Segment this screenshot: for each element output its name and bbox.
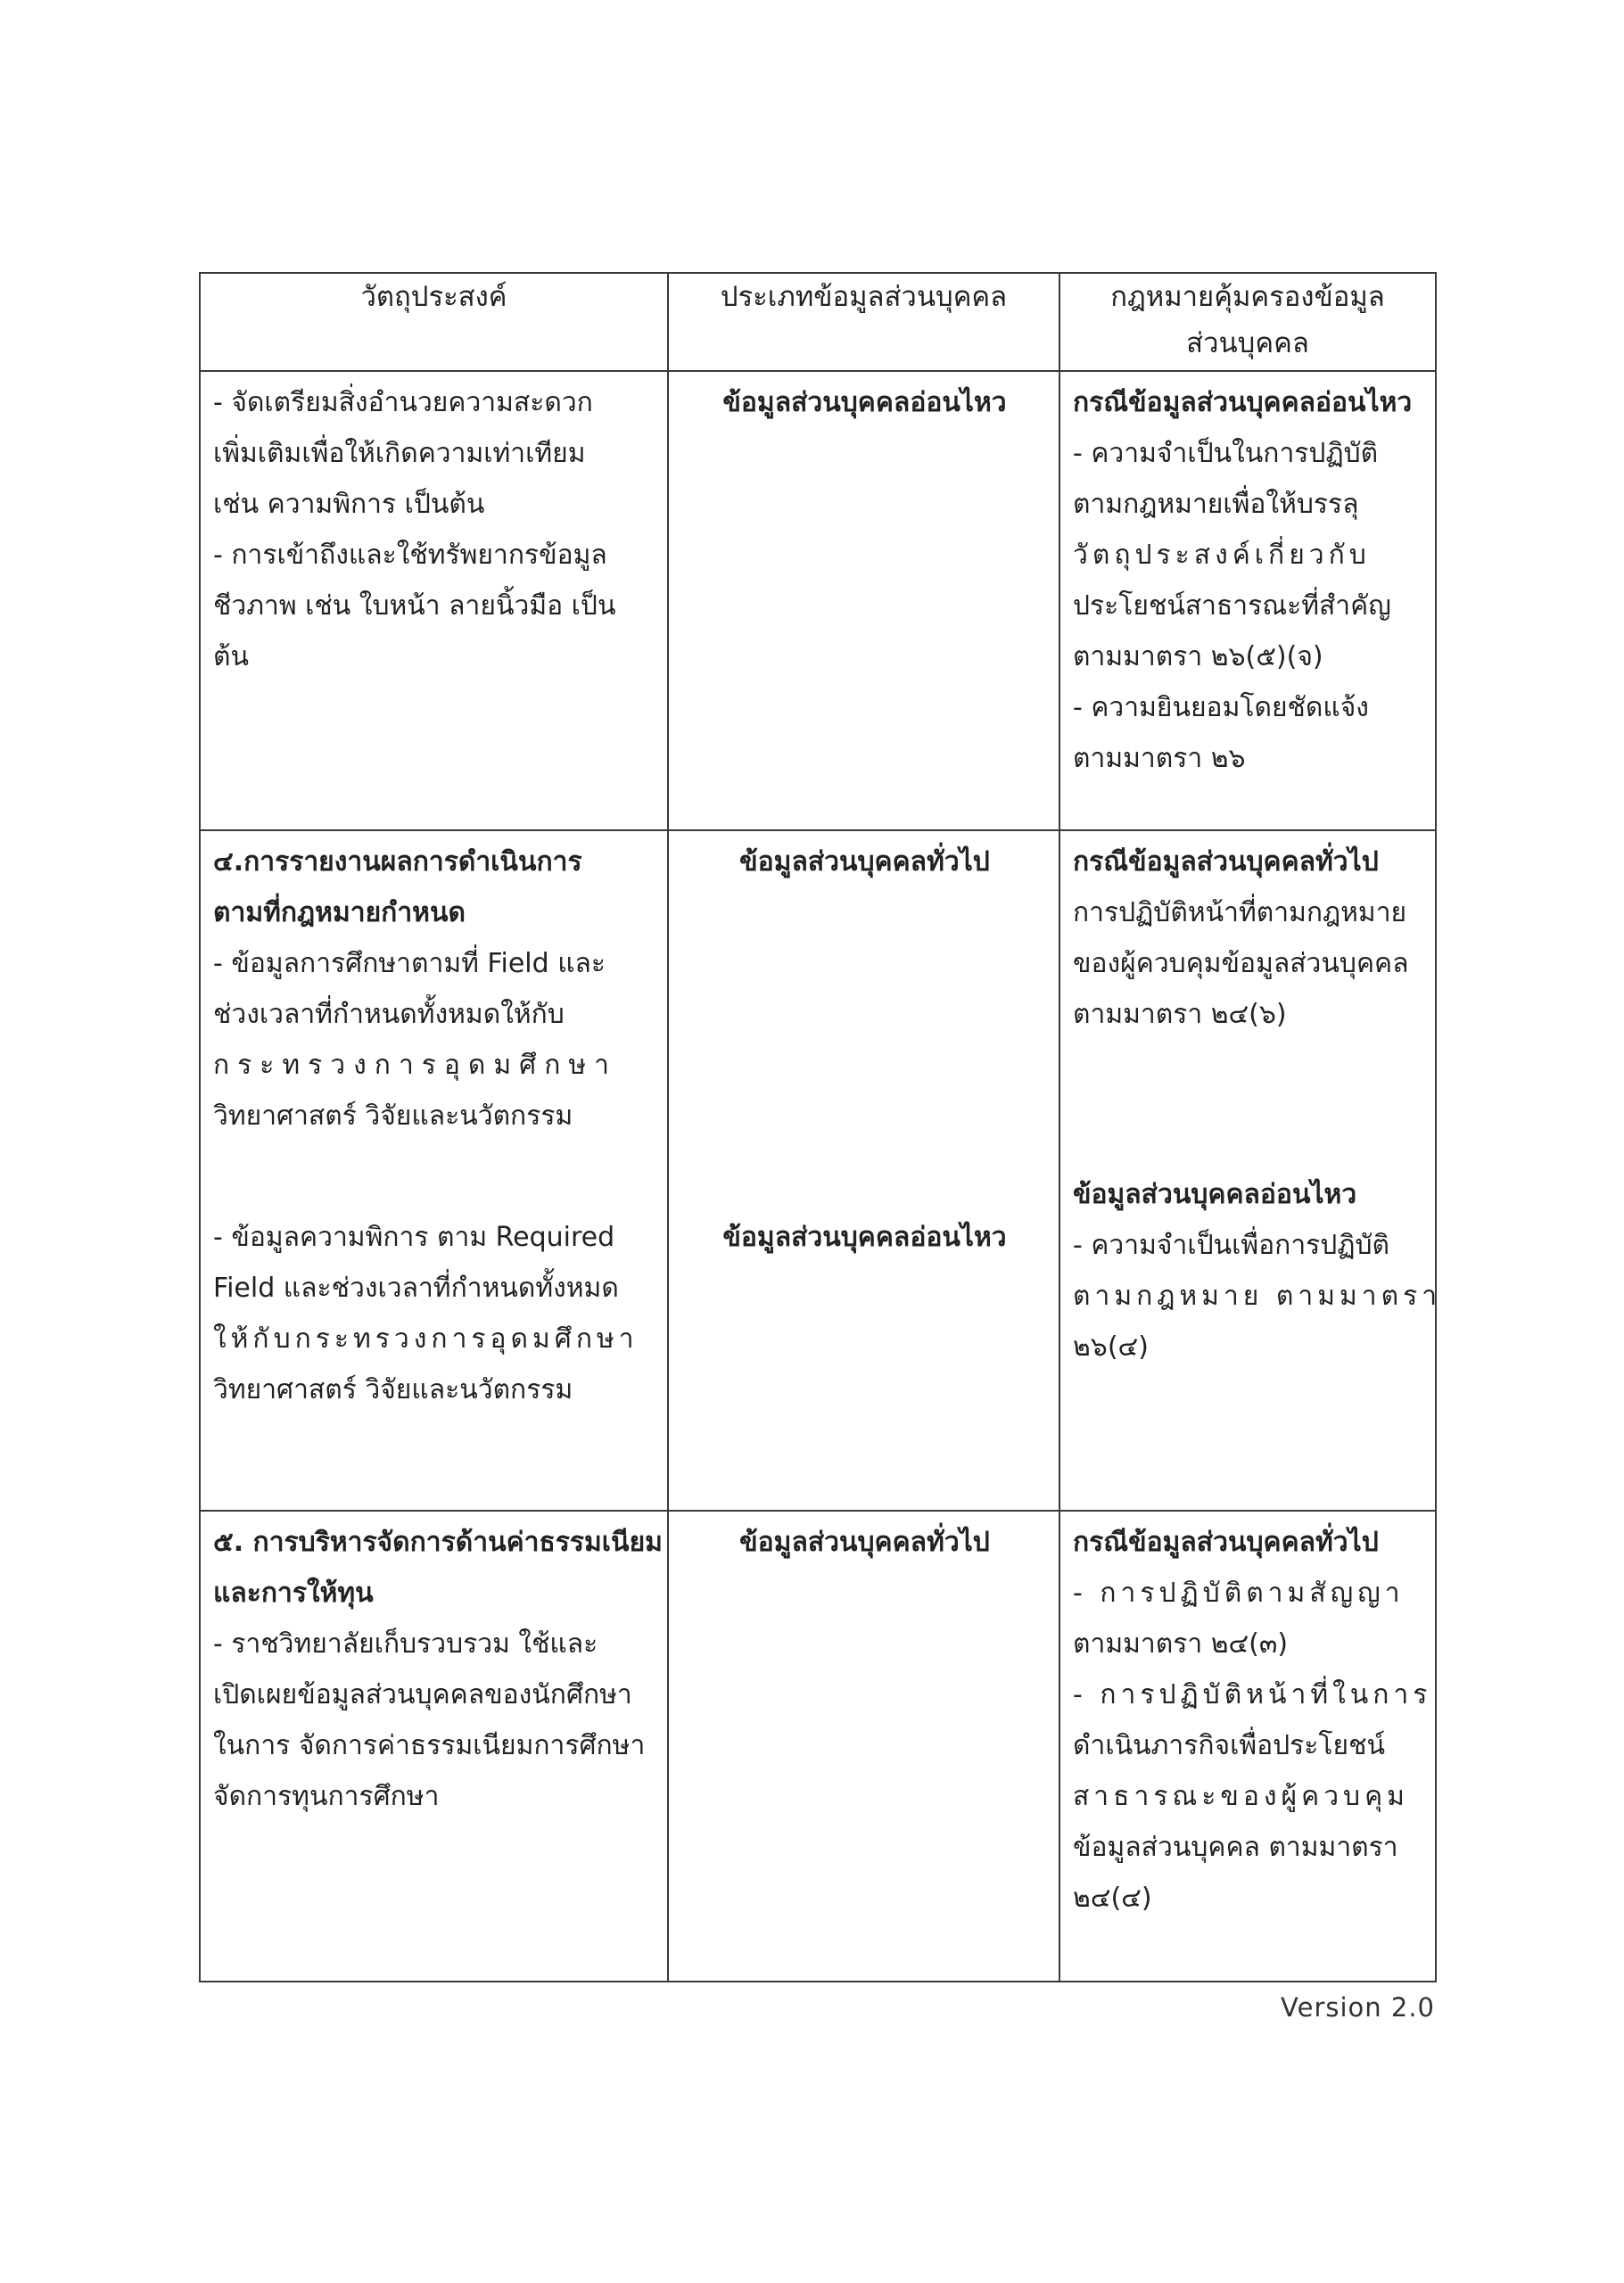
header-objective: วัตถุประสงค์ [200, 273, 668, 371]
cell-data-type: ข้อมูลส่วนบุคคลอ่อนไหว [668, 371, 1059, 830]
version-label: Version 2.0 [1281, 1992, 1435, 2023]
header-data-type: ประเภทข้อมูลส่วนบุคคล [668, 273, 1059, 371]
cell-objective: ๕. การบริหารจัดการด้านค่าธรรมเนียม และการให้ทุน - ราชวิทยาลัยเก็บรวบรวม ใช้และ เปิดเผยข้อมูลส่วนบุคคลของนักศึกษา ในการ จัดการค่าธรรมเนียมการศึกษา จัดการทุนการศึกษา [200, 1511, 668, 1982]
cell-law: กรณีข้อมูลส่วนบุคคลทั่วไป การปฏิบัติหน้าที่ตามกฎหมาย ของผู้ควบคุมข้อมูลส่วนบุคคล ตามมาตรา ๒๔(๖) [1059, 830, 1436, 1169]
cell-law: ข้อมูลส่วนบุคคลอ่อนไหว - ความจำเป็นเพื่อการปฏิบัติ ตามกฎหมาย ตามมาตรา ๒๖(๔) [1059, 1169, 1436, 1511]
cell-law: กรณีข้อมูลส่วนบุคคลอ่อนไหว - ความจำเป็นในการปฏิบัติ ตามกฎหมายเพื่อให้บรรลุ วัตถุประสงค์เกี่ยวกับ ประโยชน์สาธารณะที่สำคัญ ตามมาตรา ๒๖(๕)(จ) - ความยินยอมโดยชัดแจ้ง ตามมาตรา ๒๖ [1059, 371, 1436, 830]
table-header-row [200, 273, 1436, 371]
table-row [200, 371, 1436, 830]
cell-law: กรณีข้อมูลส่วนบุคคลทั่วไป - การปฏิบัติตามสัญญา ตามมาตรา ๒๔(๓) - การปฏิบัติหน้าที่ในการ ดำเนินภารกิจเพื่อประโยชน์ สาธารณะของผู้ควบคุม ข้อมูลส่วนบุคคล ตามมาตรา ๒๔(๔) [1059, 1511, 1436, 1982]
cell-objective: ๔.การรายงานผลการดำเนินการ ตามที่กฎหมายกำหนด - ข้อมูลการศึกษาตามที่ Field และ ช่วงเวลาที่กำหนดทั้งหมดให้กับ กระทรวงการอุดมศึกษา วิทยาศาสตร์ วิจัยและนวัตกรรม [200, 830, 668, 1169]
cell-data-type: ข้อมูลส่วนบุคคลทั่วไป [668, 1511, 1059, 1982]
cell-data-type: ข้อมูลส่วนบุคคลอ่อนไหว [668, 1169, 1059, 1511]
table-row [200, 830, 1436, 1169]
table-row [200, 1169, 1436, 1511]
cell-objective: - ข้อมูลความพิการ ตาม Required Field และช่วงเวลาที่กำหนดทั้งหมด ให้กับกระทรวงการอุดมศึกษา วิทยาศาสตร์ วิจัยและนวัตกรรม [200, 1169, 668, 1511]
header-law: กฎหมายคุ้มครองข้อมูล ส่วนบุคคล [1059, 273, 1436, 371]
data-processing-table [199, 272, 1442, 1982]
table-row [200, 1511, 1436, 1982]
cell-objective: - จัดเตรียมสิ่งอำนวยความสะดวก เพิ่มเติมเพื่อให้เกิดความเท่าเทียม เช่น ความพิการ เป็นต้น - การเข้าถึงและใช้ทรัพยากรข้อมูล ชีวภาพ เช่น ใบหน้า ลายนิ้วมือ เป็น ต้น [200, 371, 668, 830]
cell-data-type: ข้อมูลส่วนบุคคลทั่วไป [668, 830, 1059, 1169]
